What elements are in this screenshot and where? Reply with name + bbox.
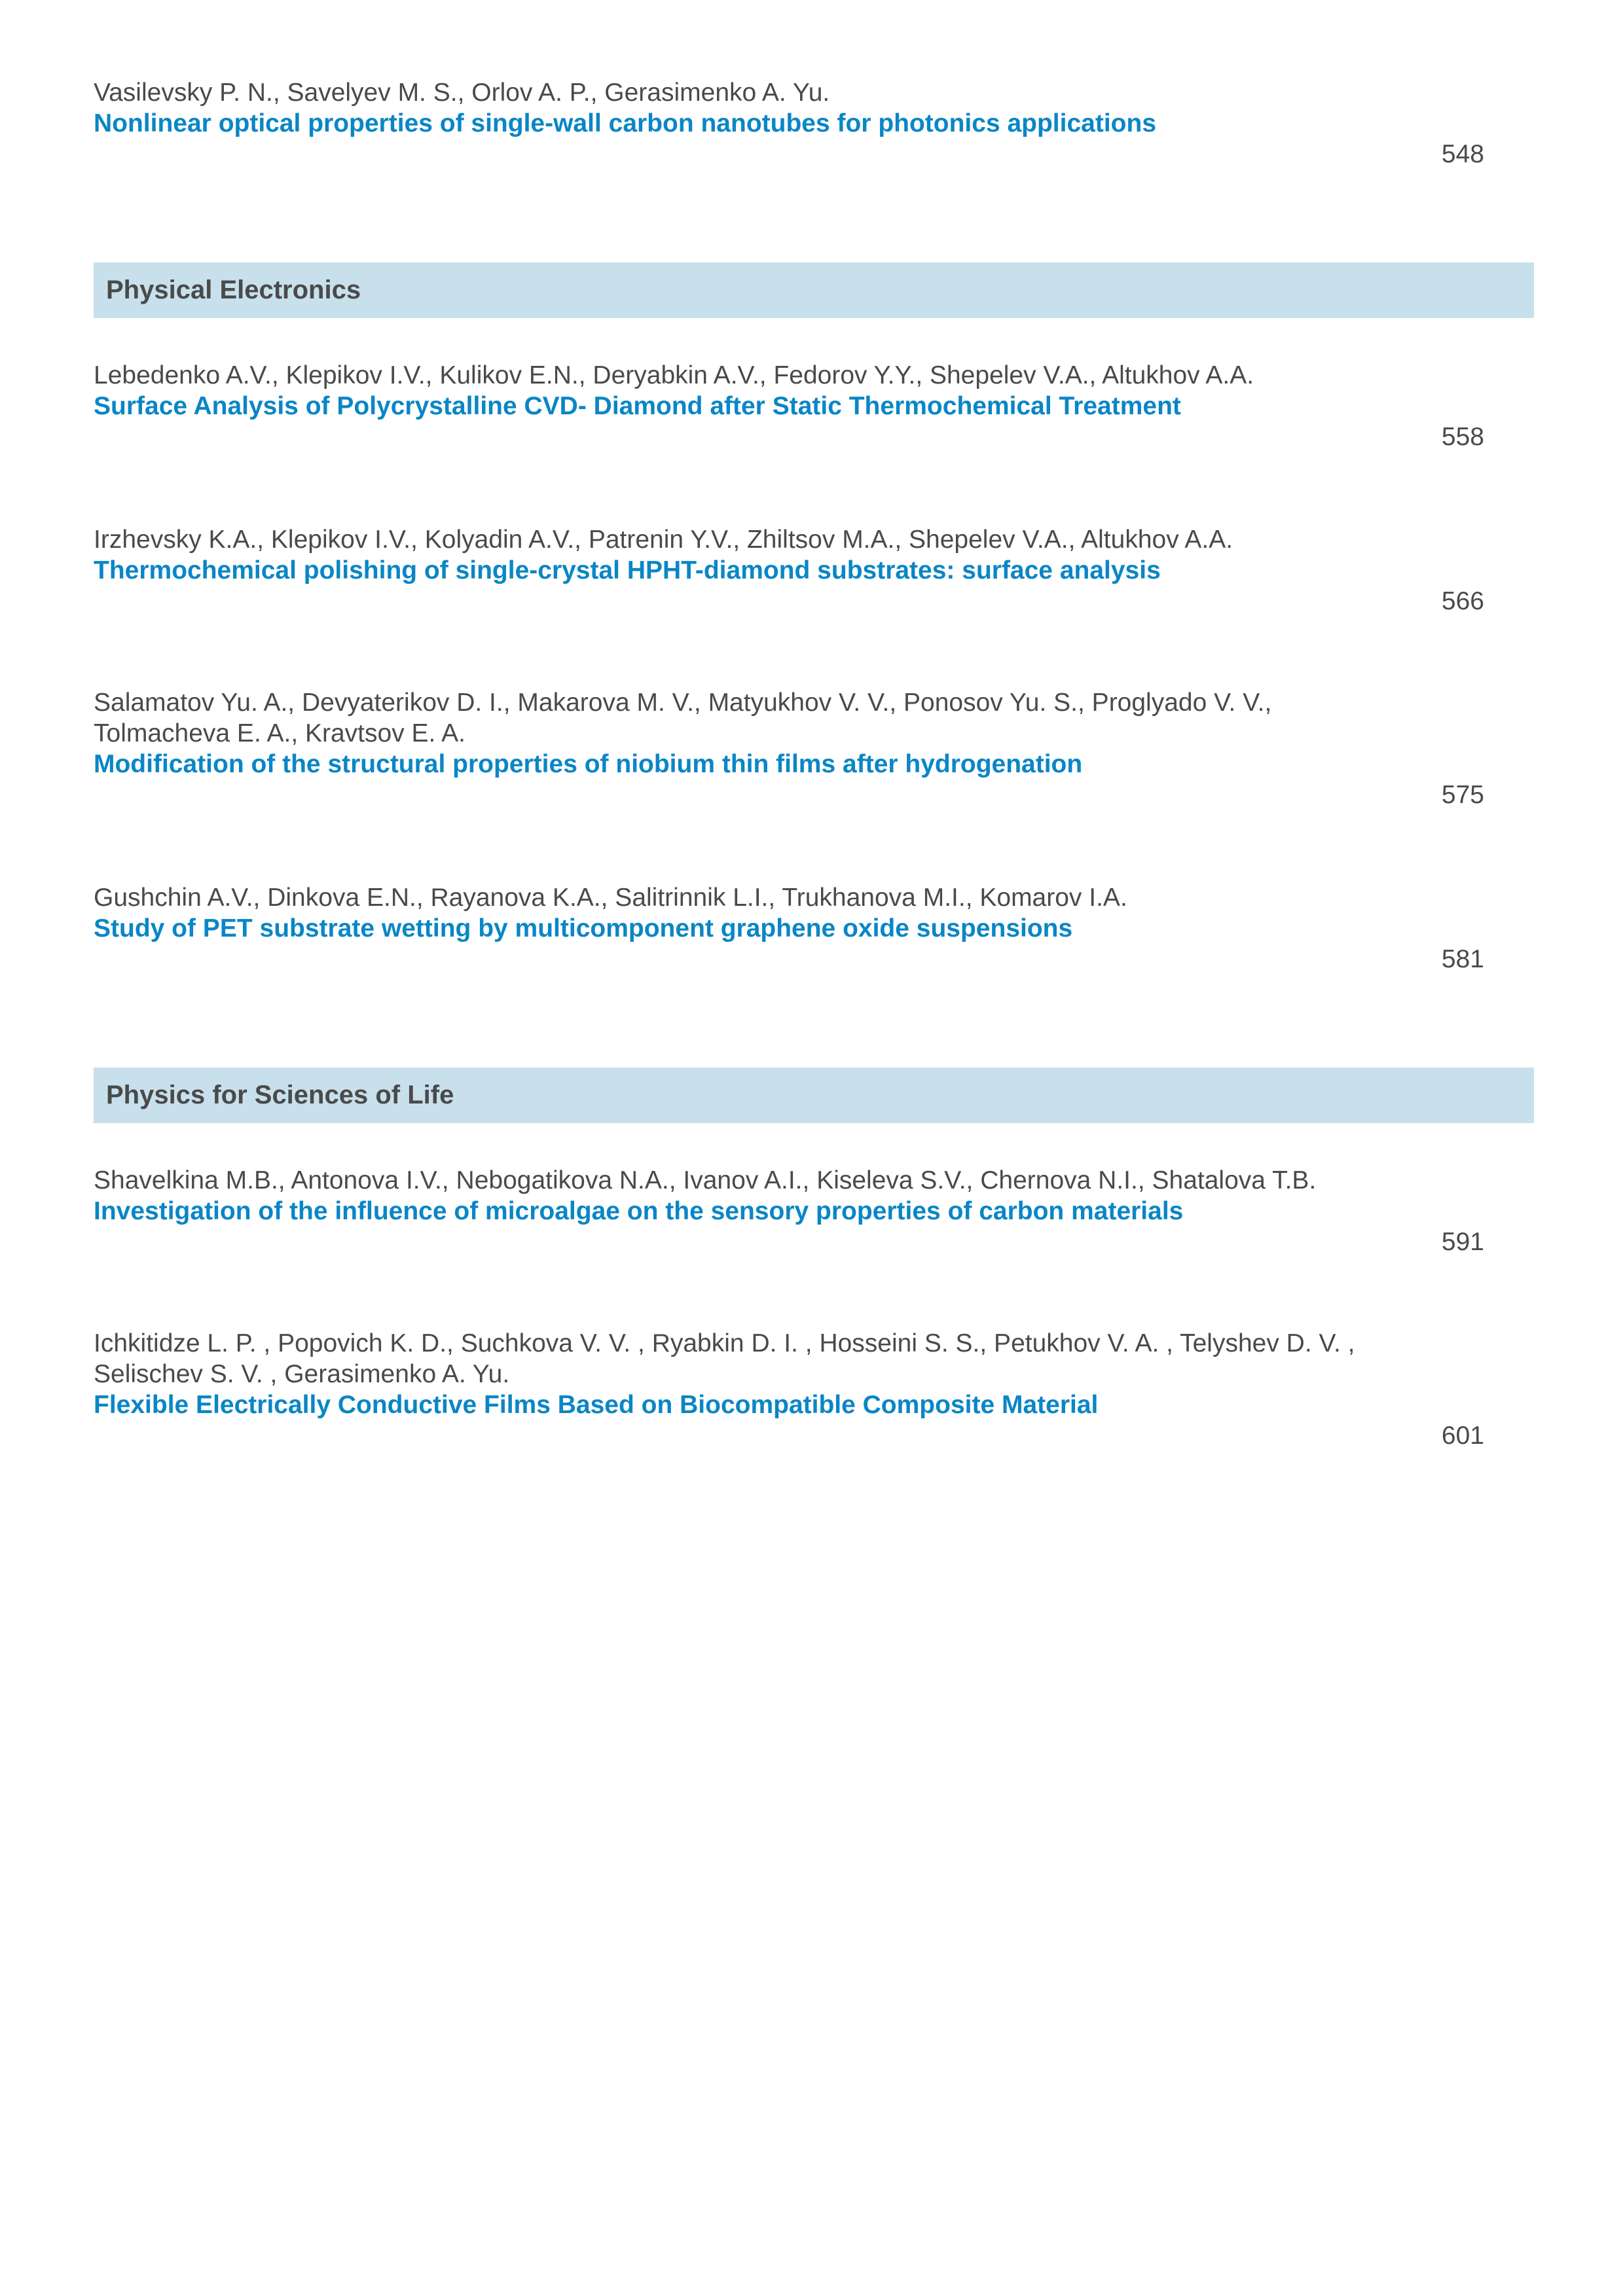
entry-authors-continued: Selischev S. V. , Gerasimenko A. Yu.	[94, 1360, 510, 1388]
entry-page-number: 601	[1441, 1422, 1484, 1450]
entry-authors: Salamatov Yu. A., Devyaterikov D. I., Makarova M. V., Matyukhov V. V., Ponosov Yu. S., Proglyado V. V.,	[94, 689, 1272, 717]
entry-page-number: 558	[1441, 423, 1484, 451]
entry-title[interactable]: Flexible Electrically Conductive Films Based on Biocompatible Composite Material	[94, 1391, 1099, 1419]
toc-entry	[94, 1165, 1534, 1257]
entry-title[interactable]: Thermochemical polishing of single-crystal HPHT-diamond substrates: surface analysis	[94, 556, 1161, 584]
section-heading: Physical Electronics	[106, 276, 361, 304]
toc-entry	[94, 882, 1534, 975]
entry-title[interactable]: Surface Analysis of Polycrystalline CVD- Diamond after Static Thermochemical Treatment	[94, 392, 1181, 420]
entry-title[interactable]: Investigation of the influence of microalgae on the sensory properties of carbon materials	[94, 1197, 1184, 1225]
entry-page-number: 581	[1441, 945, 1484, 973]
entry-title[interactable]: Modification of the structural properties of niobium thin films after hydrogenation	[94, 750, 1083, 778]
toc-entry	[94, 1328, 1534, 1451]
entry-page-number: 566	[1441, 587, 1484, 615]
toc-entry	[94, 360, 1534, 452]
entry-title[interactable]: Study of PET substrate wetting by multicomponent graphene oxide suspensions	[94, 914, 1073, 942]
entry-authors: Ichkitidze L. P. , Popovich K. D., Suchkova V. V. , Ryabkin D. I. , Hosseini S. S., Petukhov V. A. , Telyshev D. V. ,	[94, 1329, 1355, 1357]
section-heading: Physics for Sciences of Life	[106, 1081, 454, 1109]
toc-entry	[94, 77, 1534, 170]
entry-authors: Irzhevsky K.A., Klepikov I.V., Kolyadin A.V., Patrenin Y.V., Zhiltsov M.A., Shepelev V.A., Altukhov A.A.	[94, 526, 1233, 554]
entry-authors: Lebedenko A.V., Klepikov I.V., Kulikov E.N., Deryabkin A.V., Fedorov Y.Y., Shepelev V.A., Altukhov A.A.	[94, 361, 1254, 389]
entry-page-number: 548	[1441, 140, 1484, 168]
entry-page-number: 591	[1441, 1228, 1484, 1256]
entry-authors-continued: Tolmacheva E. A., Kravtsov E. A.	[94, 719, 465, 747]
toc-entry	[94, 687, 1534, 810]
section-header	[94, 1067, 1534, 1123]
entry-authors: Gushchin A.V., Dinkova E.N., Rayanova K.A., Salitrinnik L.I., Trukhanova M.I., Komarov I.A.	[94, 884, 1127, 912]
section-header	[94, 262, 1534, 318]
entry-page-number: 575	[1441, 781, 1484, 809]
entry-authors: Shavelkina M.B., Antonova I.V., Nebogatikova N.A., Ivanov A.I., Kiseleva S.V., Chernova N.I., Shatalova T.B.	[94, 1166, 1317, 1194]
entry-authors: Vasilevsky P. N., Savelyev M. S., Orlov A. P., Gerasimenko A. Yu.	[94, 79, 830, 107]
entry-title[interactable]: Nonlinear optical properties of single-wall carbon nanotubes for photonics applications	[94, 109, 1157, 137]
toc-entry	[94, 524, 1534, 617]
